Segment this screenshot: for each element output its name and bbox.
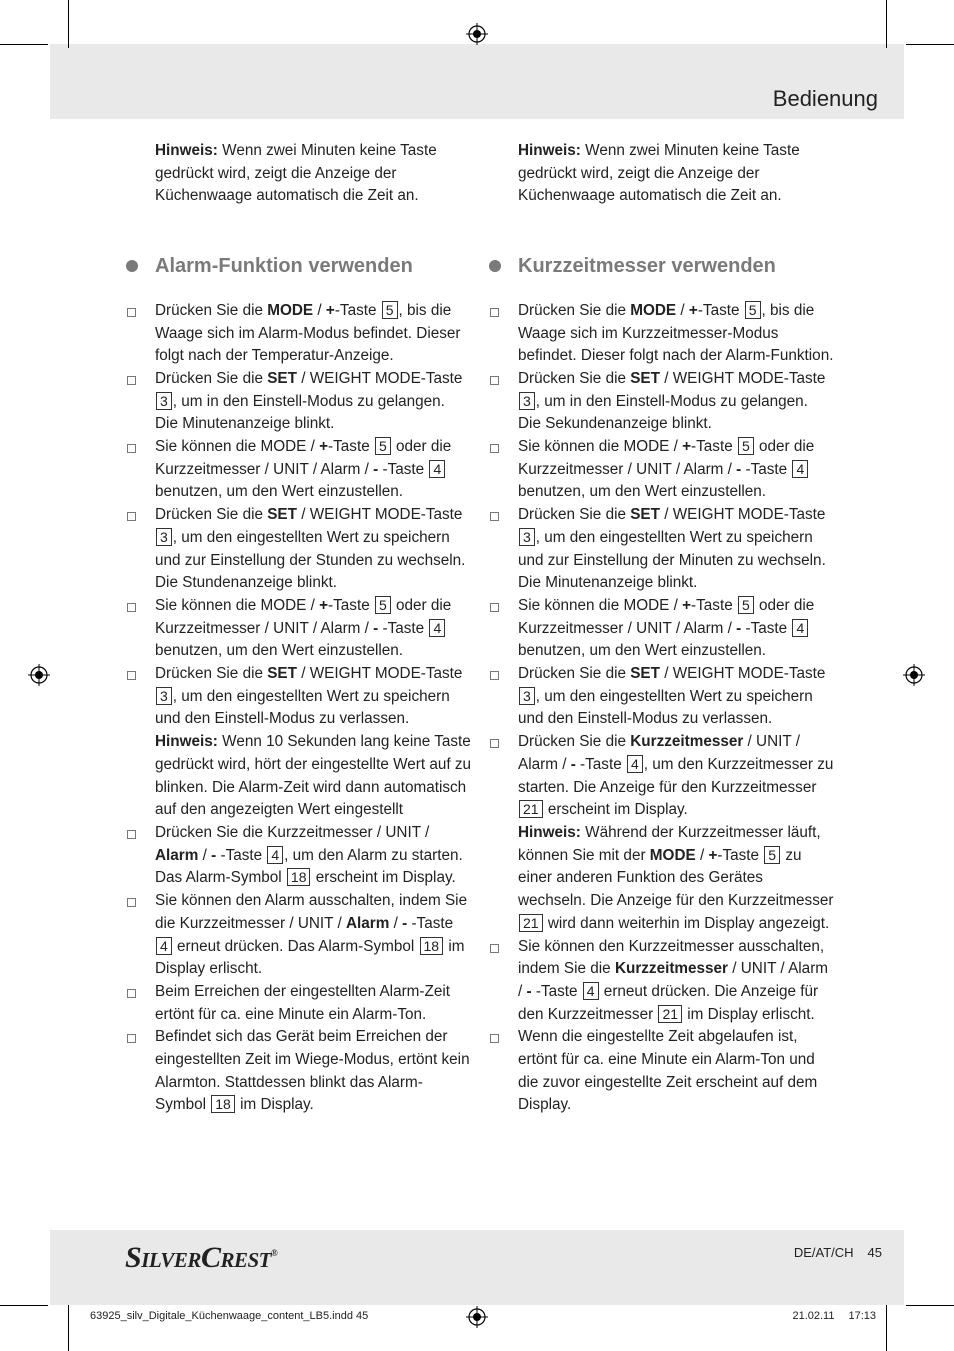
- list-item: Drücken Sie die Kurzzeitmesser / UNIT / Alarm / - -Taste 4 , um den Kurzzeitmesser zu starten. Die Anzeige für den Kurzzeitmesser 21 erscheint im Display. Hinweis: Während der Kurzzeitmesser läuft, können Sie mit der MODE / +-Taste 5 zu einer anderen Funktion des Gerätes wechseln. Die Anzeige für den Kurzzeitmesser 21 wird dann weiterhin im Display angezeigt.: [518, 731, 834, 935]
- key-number: 4: [792, 460, 808, 478]
- timer-heading: Kurzzeitmesser verwenden: [518, 255, 834, 278]
- checkbox-square-icon: [127, 671, 136, 680]
- checkbox-square-icon: [490, 1034, 499, 1043]
- checkbox-square-icon: [127, 444, 136, 453]
- checkbox-square-icon: [127, 1034, 136, 1043]
- crop-mark: [68, 1305, 69, 1351]
- list-item: Sie können die MODE / +-Taste 5 oder die Kurzzeitmesser / UNIT / Alarm / - -Taste 4 benutzen, um den Wert einzustellen.: [155, 595, 471, 663]
- key-number: 5: [745, 301, 761, 319]
- note-paragraph: Hinweis: Wenn zwei Minuten keine Taste gedrückt wird, zeigt die Anzeige der Küchenwaage automatisch die Zeit an.: [518, 142, 800, 205]
- list-item: Drücken Sie die SET / WEIGHT MODE-Taste 3 , um in den Einstell-Modus zu gelangen. Die Sekundenanzeige blinkt.: [518, 368, 834, 436]
- list-item: Drücken Sie die MODE / +-Taste 5 , bis die Waage sich im Alarm-Modus befindet. Dieser folgt nach der Temperatur-Anzeige.: [155, 300, 471, 368]
- checkbox-square-icon: [490, 512, 499, 521]
- list-item: Drücken Sie die Kurzzeitmesser / UNIT / Alarm / - -Taste 4 , um den Alarm zu starten. Das Alarm-Symbol 18 erscheint im Display.: [155, 822, 471, 890]
- checkbox-square-icon: [490, 308, 499, 317]
- checkbox-square-icon: [127, 376, 136, 385]
- locale-label: DE/AT/CH: [793, 1245, 854, 1260]
- crop-mark: [906, 44, 954, 45]
- list-item: Drücken Sie die SET / WEIGHT MODE-Taste 3 , um in den Einstell-Modus zu gelangen. Die Minutenanzeige blinkt.: [155, 368, 471, 436]
- registration-mark-icon: [466, 23, 488, 45]
- key-number: 4: [627, 755, 643, 773]
- key-number: 4: [429, 460, 445, 478]
- note-paragraph: Hinweis: Wenn zwei Minuten keine Taste gedrückt wird, zeigt die Anzeige der Küchenwaage automatisch die Zeit an.: [155, 142, 437, 205]
- key-number: 5: [738, 437, 754, 455]
- list-item: Beim Erreichen der eingestellten Alarm-Zeit ertönt für ca. eine Minute ein Alarm-Ton.: [155, 981, 471, 1026]
- registration-mark-icon: [903, 664, 925, 686]
- list-item: Befindet sich das Gerät beim Erreichen der eingestellten Zeit im Wiege-Modus, ertönt kein Alarmton. Stattdessen blinkt das Alarm-Symbol 18 im Display.: [155, 1026, 471, 1117]
- checkbox-square-icon: [490, 444, 499, 453]
- list-item: Drücken Sie die SET / WEIGHT MODE-Taste 3 , um den eingestellten Wert zu speichern und den Einstell-Modus zu verlassen. Hinweis: Wenn 10 Sekunden lang keine Taste gedrückt wird, hört der eingestellte Wert auf zu blinken. Die Alarm-Zeit wird dann automatisch auf den angezeigten Wert eingestellt: [155, 663, 471, 822]
- list-item: Sie können den Alarm ausschalten, indem Sie die Kurzzeitmesser / UNIT / Alarm / - -Taste 4 erneut drücken. Das Alarm-Symbol 18 im Display erlischt.: [155, 890, 471, 981]
- key-number: 4: [156, 937, 172, 955]
- registration-mark-icon: [466, 1306, 488, 1328]
- key-number: 21: [658, 1005, 682, 1023]
- checkbox-square-icon: [127, 603, 136, 612]
- alarm-steps-list: [155, 300, 471, 1117]
- list-item: Sie können die MODE / +-Taste 5 oder die Kurzzeitmesser / UNIT / Alarm / - -Taste 4 benutzen, um den Wert einzustellen.: [518, 595, 834, 663]
- list-item: Sie können die MODE / +-Taste 5 oder die Kurzzeitmesser / UNIT / Alarm / - -Taste 4 benutzen, um den Wert einzustellen.: [155, 436, 471, 504]
- checkbox-square-icon: [490, 376, 499, 385]
- crop-mark: [886, 1305, 887, 1351]
- crop-mark: [886, 0, 887, 48]
- key-number: 21: [519, 800, 543, 818]
- right-column: [518, 140, 834, 1117]
- page-meta: [794, 1245, 882, 1260]
- heading-bullet-icon: [489, 260, 501, 272]
- list-item: Sie können den Kurzzeitmesser ausschalten, indem Sie die Kurzzeitmesser / UNIT / Alarm / - -Taste 4 erneut drücken. Die Anzeige für den Kurzzeitmesser 21 im Display erlischt.: [518, 936, 834, 1027]
- key-number: 3: [156, 687, 172, 705]
- checkbox-square-icon: [127, 989, 136, 998]
- list-item: Drücken Sie die SET / WEIGHT MODE-Taste 3 , um den eingestellten Wert zu speichern und zur Einstellung der Stunden zu wechseln. Die Stundenanzeige blinkt.: [155, 504, 471, 595]
- page-number: 45: [867, 1245, 882, 1260]
- key-number: 5: [375, 437, 391, 455]
- key-number: 4: [583, 982, 599, 1000]
- checkbox-square-icon: [127, 512, 136, 521]
- key-number: 5: [764, 846, 780, 864]
- list-item: Drücken Sie die MODE / +-Taste 5 , bis die Waage sich im Kurzzeitmesser-Modus befindet. Dieser folgt nach der Alarm-Funktion.: [518, 300, 834, 368]
- checkbox-square-icon: [127, 830, 136, 839]
- crop-mark: [68, 0, 69, 48]
- crop-mark: [906, 1305, 954, 1306]
- checkbox-square-icon: [490, 603, 499, 612]
- key-number: 3: [519, 528, 535, 546]
- checkbox-square-icon: [490, 671, 499, 680]
- crop-mark: [0, 44, 48, 45]
- key-number: 18: [287, 868, 311, 886]
- crop-mark: [0, 1305, 48, 1306]
- key-number: 5: [382, 301, 398, 319]
- key-number: 18: [211, 1095, 235, 1113]
- slug-datetime: 21.02.11 17:13: [792, 1310, 876, 1322]
- key-number: 5: [738, 596, 754, 614]
- list-item: Sie können die MODE / +-Taste 5 oder die Kurzzeitmesser / UNIT / Alarm / - -Taste 4 benutzen, um den Wert einzustellen.: [518, 436, 834, 504]
- checkbox-square-icon: [490, 944, 499, 953]
- key-number: 5: [375, 596, 391, 614]
- key-number: 3: [519, 392, 535, 410]
- checkbox-square-icon: [490, 739, 499, 748]
- timer-steps-list: [518, 300, 834, 1117]
- key-number: 21: [519, 914, 543, 932]
- heading-bullet-icon: [126, 260, 138, 272]
- checkbox-square-icon: [127, 898, 136, 907]
- list-item: Drücken Sie die SET / WEIGHT MODE-Taste 3 , um den eingestellten Wert zu speichern und den Einstell-Modus zu verlassen.: [518, 663, 834, 731]
- brand-logo: SILVERCREST®: [125, 1241, 278, 1274]
- key-number: 3: [156, 392, 172, 410]
- key-number: 18: [420, 937, 444, 955]
- registration-mark-icon: [28, 664, 50, 686]
- key-number: 3: [156, 528, 172, 546]
- slug-filename: 63925_silv_Digitale_Küchenwaage_content_LB5.indd 45: [90, 1310, 369, 1322]
- checkbox-square-icon: [127, 308, 136, 317]
- key-number: 4: [792, 619, 808, 637]
- list-item: Drücken Sie die SET / WEIGHT MODE-Taste 3 , um den eingestellten Wert zu speichern und zur Einstellung der Minuten zu wechseln. Die Minutenanzeige blinkt.: [518, 504, 834, 595]
- list-item: Wenn die eingestellte Zeit abgelaufen ist, ertönt für ca. eine Minute ein Alarm-Ton und die zuvor eingestellte Zeit erscheint auf dem Display.: [518, 1026, 834, 1117]
- section-title: Bedienung: [772, 86, 878, 111]
- alarm-heading: Alarm-Funktion verwenden: [155, 255, 471, 278]
- key-number: 4: [267, 846, 283, 864]
- key-number: 4: [429, 619, 445, 637]
- key-number: 3: [519, 687, 535, 705]
- left-column: [155, 140, 471, 1117]
